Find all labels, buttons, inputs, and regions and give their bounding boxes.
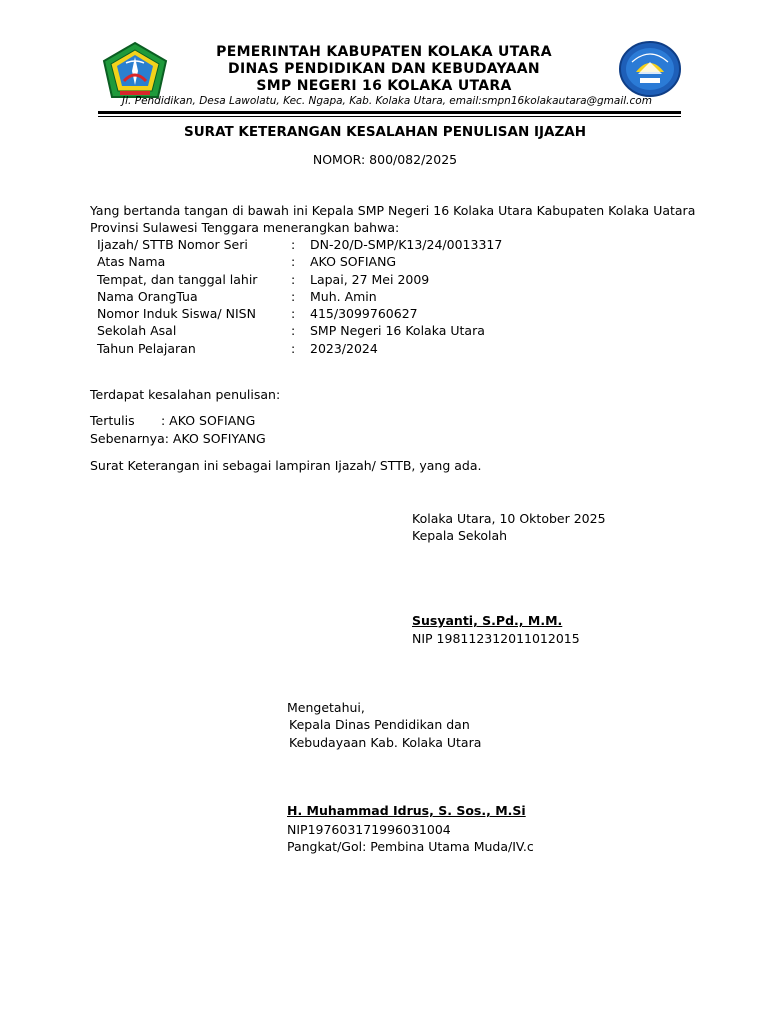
error-heading: Terdapat kesalahan penulisan:: [90, 387, 281, 402]
head-name: H. Muhammad Idrus, S. Sos., M.Si: [287, 803, 526, 818]
principal-name: Susyanti, S.Pd., M.M.: [412, 613, 563, 628]
field-label: Tahun Pelajaran: [97, 341, 196, 356]
field-separator: :: [291, 237, 296, 252]
field-value: 415/3099760627: [310, 306, 418, 321]
letterhead-department: DINAS PENDIDIKAN DAN KEBUDAYAAN: [228, 61, 540, 77]
field-label: Atas Nama: [97, 254, 166, 269]
field-label: Sekolah Asal: [97, 323, 177, 338]
written-label: Tertulis: [90, 413, 135, 428]
regency-emblem-icon: [102, 41, 168, 99]
closing-statement: Surat Keterangan ini sebagai lampiran Ijazah/ STTB, yang ada.: [90, 458, 482, 473]
letterhead-rule-thin: [98, 116, 681, 117]
field-label: Ijazah/ STTB Nomor Seri: [97, 237, 248, 252]
head-rank: Pangkat/Gol: Pembina Utama Muda/IV.c: [287, 839, 534, 854]
field-value: DN-20/D-SMP/K13/24/0013317: [310, 237, 503, 252]
letterhead-rule-thick: [98, 111, 681, 114]
field-separator: :: [291, 272, 296, 287]
field-label: Nomor Induk Siswa/ NISN: [97, 306, 256, 321]
head-position-line-2: Kebudayaan Kab. Kolaka Utara: [289, 735, 482, 750]
field-separator: :: [291, 306, 296, 321]
letterhead-government: PEMERINTAH KABUPATEN KOLAKA UTARA: [216, 44, 552, 60]
principal-position: Kepala Sekolah: [412, 528, 508, 543]
place-date: Kolaka Utara, 10 Oktober 2025: [412, 511, 606, 526]
field-separator: :: [291, 254, 296, 269]
field-label: Tempat, dan tanggal lahir: [97, 272, 258, 287]
acknowledged-label: Mengetahui,: [287, 700, 365, 715]
field-separator: :: [291, 323, 296, 338]
field-value: 2023/2024: [310, 341, 378, 356]
head-position-line-1: Kepala Dinas Pendidikan dan: [289, 717, 470, 732]
letterhead-school: SMP NEGERI 16 KOLAKA UTARA: [256, 78, 512, 94]
field-value: Lapai, 27 Mei 2009: [310, 272, 430, 287]
field-separator: :: [291, 289, 296, 304]
intro-line-1: Yang bertanda tangan di bawah ini Kepala SMP Negeri 16 Kolaka Utara Kabupaten Kolaka Uatara: [90, 203, 696, 218]
field-value: AKO SOFIANG: [310, 254, 397, 269]
intro-line-2: Provinsi Sulawesi Tenggara menerangkan bahwa:: [90, 220, 400, 235]
field-value: Muh. Amin: [310, 289, 377, 304]
field-separator: :: [291, 341, 296, 356]
letterhead-address: Jl. Pendidikan, Desa Lawolatu, Kec. Ngapa, Kab. Kolaka Utara, email:smpn16kolakautara@gmail.com: [122, 95, 652, 107]
document-title: SURAT KETERANGAN KESALAHAN PENULISAN IJAZAH: [183, 124, 587, 140]
principal-nip: NIP 198112312011012015: [412, 631, 580, 646]
written-value: : AKO SOFIANG: [161, 413, 256, 428]
field-value: SMP Negeri 16 Kolaka Utara: [310, 323, 485, 338]
head-nip: NIP197603171996031004: [287, 822, 451, 837]
document-number: NOMOR: 800/082/2025: [312, 152, 458, 167]
correct-value: Sebenarnya: AKO SOFIYANG: [90, 431, 266, 446]
tut-wuri-handayani-icon: [618, 40, 682, 98]
field-label: Nama OrangTua: [97, 289, 198, 304]
